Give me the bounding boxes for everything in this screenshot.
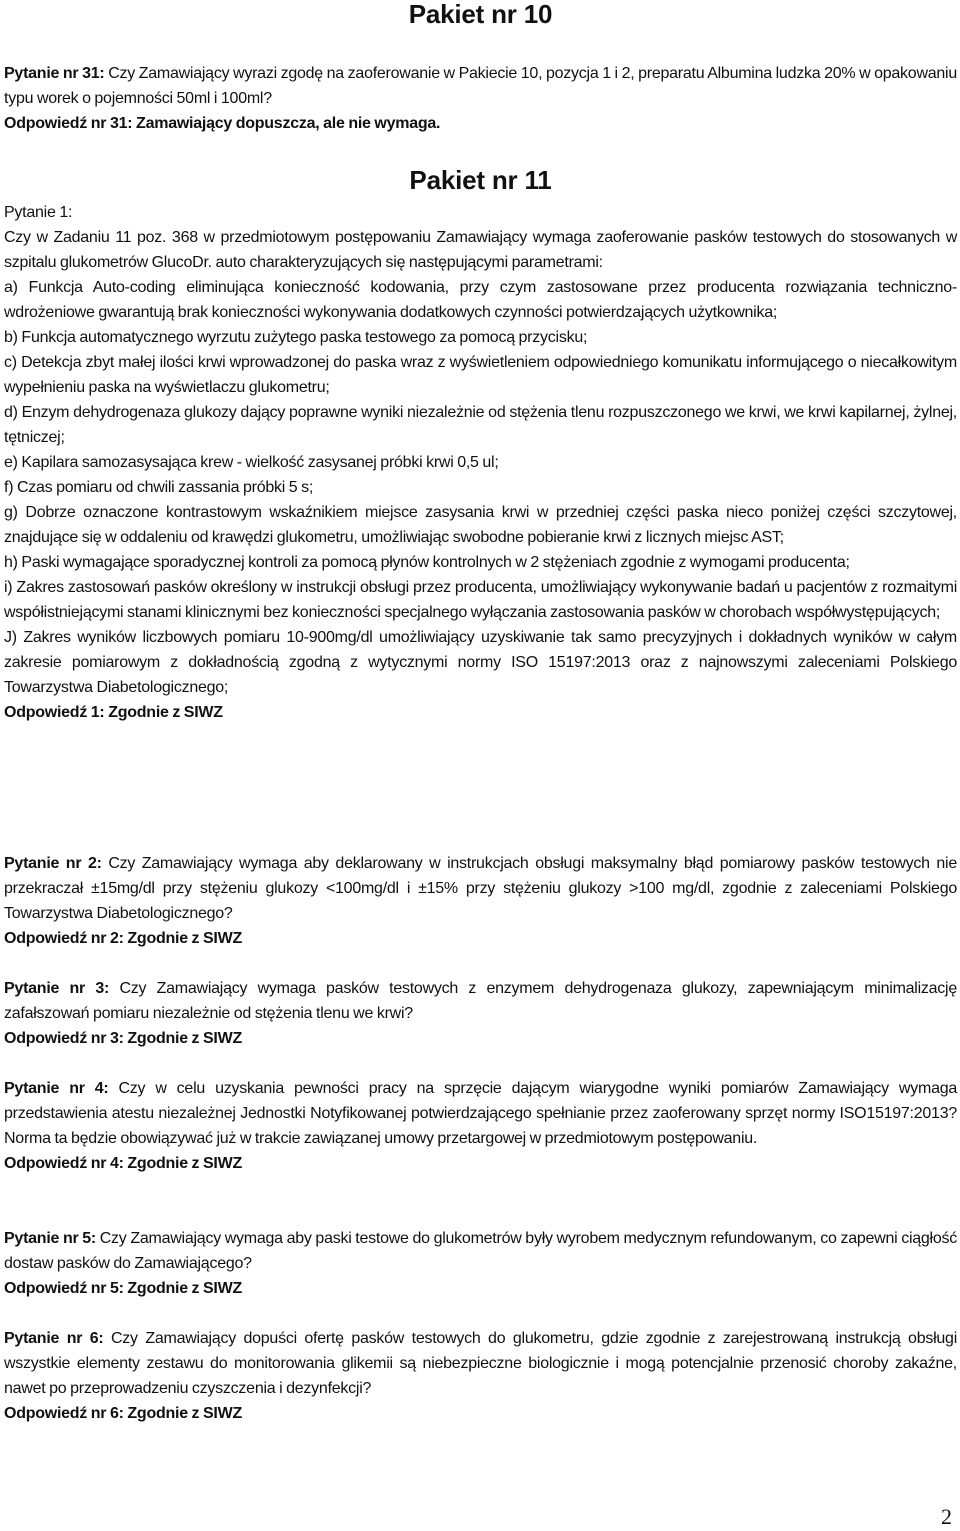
pakiet-11-question-3 [4,976,957,1051]
list-item: g) Dobrze oznaczone kontrastowym wskaźnikiem miejsce zasysania krwi w przedniej części paska nieco poniżej części szczytowej, znajdujące się w oddaleniu od krawędzi glukometru, umożliwiając swobodne pobieranie krwi z licznych miejsc AST; [4,504,957,546]
page-number: 2 [941,1504,952,1529]
pakiet-10-question-31 [4,61,957,136]
question-label: Pytanie nr 6: [4,1330,104,1347]
pakiet-11-question-2 [4,851,957,951]
question-label: Pytanie 1: [4,204,73,221]
pakiet-11-question-1 [4,200,957,725]
list-item: d) Enzym dehydrogenaza glukozy dający poprawne wyniki niezależnie od stężenia tlenu rozpuszczonego we krwi, we krwi kapilarnej, żylnej, tętniczej; [4,404,957,446]
answer-3: Odpowiedź nr 3: Zgodnie z SIWZ [4,1030,242,1047]
pakiet-11-question-6 [4,1326,957,1426]
list-item: h) Paski wymagające sporadycznej kontroli za pomocą płynów kontrolnych w 2 stężeniach zgodnie z wymogami producenta; [4,554,850,571]
question-text: Czy Zamawiający wymaga pasków testowych z enzymem dehydrogenaza glukozy, zapewniającym minimalizację zafałszowań pomiaru niezależnie od stężenia tlenu we krwi? [4,980,958,1022]
question-text: Czy Zamawiający wymaga aby deklarowany w instrukcjach obsługi maksymalny błąd pomiarowy pasków testowych nie przekraczał ±15mg/dl przy stężeniu glukozy <100mg/dl i ±15% przy stężeniu glukozy >100 mg/dl, zgodnie z zaleceniami Polskiego Towarzystwa Diabetologicznego? [4,855,957,922]
question-text: Czy Zamawiający dopuści ofertę pasków testowych do glukometru, gdzie zgodnie z zarejestrowaną instrukcją obsługi wszystkie elementy zestawu do monitorowania glikemii są niebezpieczne biologicznie i mogą potencjalnie przenosić choroby zakaźne, nawet po przeprowadzeniu czyszczenia i dezynfekcji? [4,1330,958,1397]
answer-1: Odpowiedź 1: Zgodnie z SIWZ [4,704,223,721]
list-item: c) Detekcja zbyt małej ilości krwi wprowadzonej do paska wraz z wyświetleniem odpowiedniego komunikatu informującego o niecałkowitym wypełnieniu paska na wyświetlaczu glukometru; [4,354,957,396]
pakiet-11-question-4 [4,1076,957,1176]
list-item: b) Funkcja automatycznego wyrzutu zużytego paska testowego za pomocą przycisku; [4,329,588,346]
pakiet-11-question-5 [4,1226,957,1301]
answer-6: Odpowiedź nr 6: Zgodnie z SIWZ [4,1405,242,1422]
answer-2: Odpowiedź nr 2: Zgodnie z SIWZ [4,930,242,947]
question-label: Pytanie nr 2: [4,855,102,872]
list-item: i) Zakres zastosowań pasków określony w instrukcji obsługi przez producenta, umożliwiający wykonywanie badań u pacjentów z rozmaitymi współistniejącymi stanami klinicznymi bez konieczności specjalnego wyłączania zastosowania pasków w chorobach współwystępujących; [4,579,957,621]
pakiet-11-heading: Pakiet nr 11 [409,165,552,195]
pakiet-10-heading: Pakiet nr 10 [408,0,553,29]
question-text: Czy Zamawiający wymaga aby paski testowe do glukometrów były wyrobem medycznym refundowanym, co zapewni ciągłość dostaw pasków do Zamawiającego? [4,1230,958,1272]
answer-5: Odpowiedź nr 5: Zgodnie z SIWZ [4,1280,242,1297]
list-item: f) Czas pomiaru od chwili zassania próbki 5 s; [4,479,314,496]
question-text: Czy Zamawiający wyrazi zgodę na zaoferowanie w Pakiecie 10, pozycja 1 i 2, preparatu Albumina ludzka 20% w opakowaniu typu worek o pojemności 50ml i 100ml? [4,65,957,107]
question-intro: Czy w Zadaniu 11 poz. 368 w przedmiotowym postępowaniu Zamawiający wymaga zaoferowanie pasków testowych do stosowanych w szpitalu glukometrów GlucoDr. auto charakteryzujących się następującymi parametrami: [4,229,957,271]
question-label: Pytanie nr 5: [4,1230,96,1247]
question-text: Czy w celu uzyskania pewności pracy na sprzęcie dającym wiarygodne wyniki pomiarów Zamawiający wymaga przedstawienia atestu niezależnej Jednostki Notyfikowanej potwierdzającego spełnianie przez zaoferowany sprzęt normy ISO15197:2013? Norma ta będzie obowiązywać już w trakcie zawiązanej umowy przetargowej w przedmiotowym postępowaniu. [4,1080,958,1147]
list-item: J) Zakres wyników liczbowych pomiaru 10-900mg/dl umożliwiający uzyskiwanie tak samo precyzyjnych i dokładnych wyników w całym zakresie pomiarowym z dokładnością zgodną z wytycznymi normy ISO 15197:2013 oraz z najnowszymi zaleceniami Polskiego Towarzystwa Diabetologicznego; [4,629,957,696]
list-item: e) Kapilara samozasysająca krew - wielkość zasysanej próbki krwi 0,5 ul; [4,454,499,471]
question-label: Pytanie nr 31: [4,65,105,82]
list-item: a) Funkcja Auto-coding eliminująca konieczność kodowania, przy czym zastosowane przez producenta rozwiązania techniczno-wdrożeniowe gwarantują brak konieczności wykonywania dodatkowych czynności potwierdzających użytkownika; [4,279,957,321]
question-label: Pytanie nr 3: [4,980,110,997]
question-label: Pytanie nr 4: [4,1080,109,1097]
answer-31: Odpowiedź nr 31: Zamawiający dopuszcza, ale nie wymaga. [4,115,441,132]
answer-4: Odpowiedź nr 4: Zgodnie z SIWZ [4,1155,242,1172]
